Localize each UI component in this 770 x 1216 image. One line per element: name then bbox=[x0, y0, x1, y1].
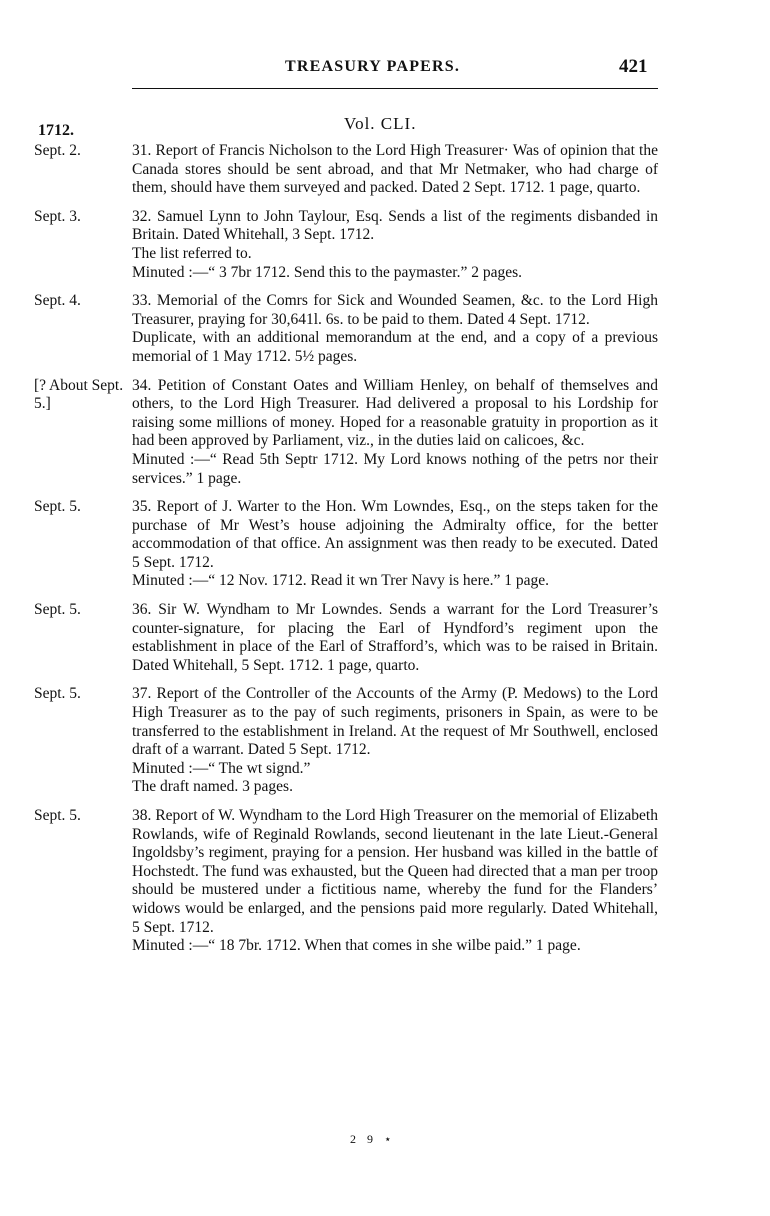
minuted-note: Minuted :—“ 18 7br. 1712. When that comes in she wilbe paid.” 1 page. bbox=[132, 937, 581, 955]
entry-body bbox=[132, 377, 658, 489]
entry-body bbox=[132, 807, 658, 956]
entry-paragraph: The list referred to. bbox=[132, 244, 252, 262]
minuted-note: Minuted :—“ 3 7br 1712. Send this to the paymaster.” 2 pages. bbox=[132, 263, 523, 281]
entry-body bbox=[132, 601, 658, 675]
entry-body bbox=[132, 142, 658, 198]
entry-36 bbox=[0, 601, 770, 675]
entry-date: Sept. 5. bbox=[34, 685, 81, 703]
entry-paragraph: Duplicate, with an additional memorandum at the end, and a copy of a previous memorial of 1 May 1712. 5½ pages. bbox=[132, 329, 658, 365]
entry-paragraph: The draft named. 3 pages. bbox=[132, 778, 293, 796]
entry-31 bbox=[0, 142, 770, 198]
entry-list bbox=[0, 142, 770, 966]
volume-heading: Vol. CLI. bbox=[344, 114, 417, 133]
entry-body bbox=[132, 498, 658, 591]
page-number: 421 bbox=[619, 56, 648, 77]
entry-date: Sept. 5. bbox=[34, 601, 81, 619]
entry-33 bbox=[0, 292, 770, 366]
entry-paragraph: 35. Report of J. Warter to the Hon. Wm Lowndes, Esq., on the steps taken for the purchase of Mr West’s house adjoining the Admiralty office, for the better accommodation of that office. An assignment was then ready to be executed. Dated 5 Sept. 1712. bbox=[132, 498, 658, 571]
entry-date: Sept. 3. bbox=[34, 207, 81, 225]
entry-35 bbox=[0, 498, 770, 591]
entry-38 bbox=[0, 807, 770, 956]
entry-body bbox=[132, 208, 658, 282]
header-rule bbox=[132, 88, 658, 89]
entry-paragraph: 37. Report of the Controller of the Accounts of the Army (P. Medows) to the Lord High Treasurer as to the pay of such regiments, prisoners in Spain, as were to be transferred to the establishment in Ireland. At the request of Mr Southwell, enclosed draft of a warrant. Dated 5 Sept. 1712. bbox=[132, 685, 658, 759]
minuted-note: Minuted :—“ Read 5th Septr 1712. My Lord knows nothing of the petrs nor their services.” 1 page. bbox=[132, 450, 658, 487]
year-label: 1712. bbox=[38, 122, 74, 139]
entry-paragraph: 31. Report of Francis Nicholson to the Lord High Treasurer· Was of opinion that the Canada stores should be sent abroad, and that Mr Netmaker, who had charge of them, should have them surveyed and packed. Dated 2 Sept. 1712. 1 page, quarto. bbox=[132, 142, 658, 197]
entry-paragraph: 34. Petition of Constant Oates and William Henley, on behalf of themselves and others, to the Lord High Treasurer. Had delivered a proposal to his Lordship for raising some millions of money. Hoped for a reasonable gratuity in proportion as it had been approved by Parliament, viz., in the duties laid on calicoes, &c. bbox=[132, 376, 658, 450]
entry-body bbox=[132, 685, 658, 797]
entry-date: Sept. 5. bbox=[34, 807, 81, 824]
minuted-note: Minuted :—“ The wt signd.” bbox=[132, 759, 311, 777]
entry-32 bbox=[0, 208, 770, 282]
entry-paragraph: 38. Report of W. Wyndham to the Lord High Treasurer on the memorial of Elizabeth Rowlands, wife of Reginald Rowlands, second lieutenant in the late Lieut.-General Ingoldsby’s regiment, praying for a pension. Her husband was killed in the battle of Hochstedt. The fund was exhausted, but the Queen had directed that a man per troop should be mustered under a fictitious name, whereby the fund for the Flanders’ widows would be enlarged, and the pensions paid more regularly. Dated Whitehall, 5 Sept. 1712. bbox=[132, 807, 658, 936]
entry-date: [? About Sept. 5.] bbox=[34, 376, 124, 413]
minuted-note: Minuted :—“ 12 Nov. 1712. Read it wn Trer Navy is here.” 1 page. bbox=[132, 572, 549, 590]
entry-body bbox=[132, 292, 658, 366]
entry-34 bbox=[0, 377, 770, 489]
entry-date: Sept. 4. bbox=[34, 292, 81, 310]
entry-paragraph: 36. Sir W. Wyndham to Mr Lowndes. Sends a warrant for the Lord Treasurer’s counter-signature, for placing the Earl of Hyndford’s regiment upon the establishment in place of the Earl of Strafford’s, which was to be raised in Britain. Dated Whitehall, 5 Sept. 1712. 1 page, quarto. bbox=[132, 601, 658, 674]
entry-date: Sept. 2. bbox=[34, 142, 81, 159]
entry-paragraph: 33. Memorial of the Comrs for Sick and Wounded Seamen, &c. to the Lord High Treasurer, praying for 30,641l. 6s. to be paid to them. Dated 4 Sept. 1712. bbox=[132, 292, 658, 328]
entry-paragraph: 32. Samuel Lynn to John Taylour, Esq. Sends a list of the regiments disbanded in Britain. Dated Whitehall, 3 Sept. 1712. bbox=[132, 207, 658, 244]
running-head: TREASURY PAPERS. bbox=[285, 58, 461, 75]
entry-37 bbox=[0, 685, 770, 797]
signature-mark: 2 9 ⋆ bbox=[350, 1132, 396, 1146]
entry-date: Sept. 5. bbox=[34, 498, 81, 516]
